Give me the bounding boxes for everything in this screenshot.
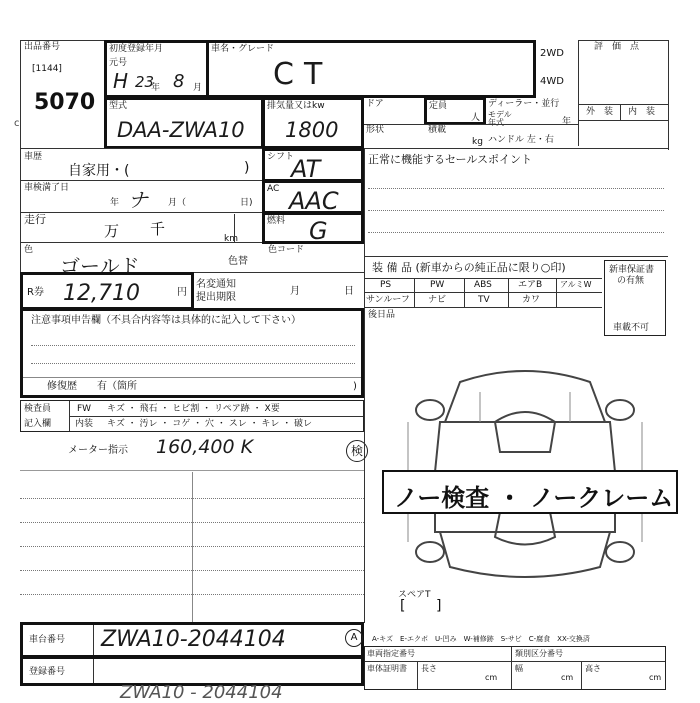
- shift-label: シフト: [267, 152, 295, 162]
- year-value: 23: [135, 73, 155, 91]
- capacity-label: 定員: [429, 101, 448, 111]
- name-change-month: 月: [290, 286, 300, 297]
- warranty-status: 車載不可: [613, 323, 650, 333]
- bottom-handwriting: ZWA10 - 2044104: [120, 682, 283, 703]
- displacement-label: 排気量又はkw: [267, 101, 325, 111]
- drive-4wd: 4WD: [540, 76, 564, 87]
- mileage-km: km: [224, 234, 238, 244]
- door-label: ドア: [366, 99, 384, 109]
- warranty-box: [604, 260, 666, 336]
- recycle-box: [20, 272, 194, 310]
- equip-ps: PS: [380, 280, 392, 290]
- repair-history: 修復歴 有（箇所: [47, 381, 137, 392]
- name-change-label2: 提出期限: [196, 292, 236, 303]
- month-suffix: 月: [193, 83, 203, 93]
- bottom-spec-box: [364, 646, 666, 690]
- color-code-label: 色コード: [268, 245, 305, 255]
- fuel-value: G: [309, 217, 328, 245]
- equip-pw: PW: [430, 280, 445, 290]
- capacity-box: [424, 97, 486, 125]
- name-change-day: 日: [344, 286, 354, 297]
- capacity-unit: 人: [471, 113, 481, 123]
- inspection-value: ナ: [128, 188, 148, 212]
- mileage-label: 走行: [24, 213, 46, 226]
- inspector-label1: 検査員: [24, 404, 52, 414]
- meter-value: 160,400 K: [156, 436, 254, 458]
- mileage-man: 万: [104, 222, 120, 240]
- height-label: 高さ: [585, 664, 601, 673]
- sales-point-label: 正常に機能するセールスポイント: [368, 153, 533, 166]
- displacement-box: [262, 97, 364, 149]
- drive-2wd: 2WD: [540, 48, 564, 59]
- chassis-value: ZWA10-2044104: [101, 627, 286, 652]
- inspector-label2: 記入欄: [24, 419, 52, 429]
- cm-unit-2: cm: [561, 673, 574, 682]
- interior-label: 内 装: [628, 107, 656, 117]
- handle-label: ハンドル 左・右: [488, 135, 554, 145]
- history-value: 自家用・(: [68, 163, 130, 179]
- length-label: 長さ: [421, 664, 437, 673]
- recycle-value: 12,710: [63, 281, 140, 306]
- inspection-year: 年: [110, 198, 120, 208]
- model-year-unit: 年: [562, 117, 572, 127]
- warranty-title1: 新車保証書: [609, 265, 655, 275]
- inspection-label: 車検満了日: [24, 183, 70, 193]
- meter-label: メーター指示: [68, 445, 128, 456]
- exterior-label: 外 装: [586, 107, 614, 117]
- registration-label: 登録番号: [29, 667, 66, 677]
- spec-area: [364, 97, 578, 149]
- ac-box: [262, 180, 364, 214]
- points-label: 評 価 点: [594, 42, 640, 52]
- attach-label: 後日品: [368, 310, 396, 320]
- lot-label: 出品番号: [24, 42, 61, 52]
- equipment-label: 装 備 品 (新車からの純正品に限り○印): [372, 261, 566, 274]
- era-label: 元号: [109, 58, 128, 68]
- type-label: 型式: [109, 101, 128, 111]
- repair-close: ): [353, 381, 357, 392]
- history-label: 車歴: [24, 152, 43, 162]
- chassis-label: 車台番号: [29, 635, 66, 645]
- type-box: [104, 97, 264, 149]
- meter-stamp-text: 検: [350, 444, 363, 458]
- fuel-label: 燃料: [267, 216, 286, 226]
- cm-unit-3: cm: [649, 673, 662, 682]
- equip-abs: ABS: [474, 280, 492, 290]
- spare-bracket-right: ]: [436, 598, 442, 614]
- mileage-sen: 千: [150, 220, 166, 238]
- equip-sunroof: サンルーフ: [366, 295, 410, 305]
- month-value: 8: [173, 71, 185, 92]
- recycle-label: R券: [27, 287, 44, 298]
- model-year-label: モデル年式: [488, 110, 512, 127]
- notes-box: [20, 308, 364, 398]
- lot-code: [1144]: [32, 64, 62, 74]
- year-suffix: 年: [151, 83, 161, 93]
- cm-unit-1: cm: [485, 673, 498, 682]
- color-label: 色: [24, 245, 34, 255]
- ac-value: AAC: [289, 187, 339, 215]
- equip-alloy: アルミW: [560, 280, 592, 289]
- inspector-int: 内装: [75, 419, 94, 429]
- equipment-table: [364, 278, 602, 308]
- lot-number: 5070: [34, 90, 96, 115]
- ac-label: AC: [267, 184, 280, 194]
- no-inspection-banner: [382, 470, 678, 514]
- margin-mark: c: [14, 118, 20, 129]
- inspector-int-text: キズ ・ 汚レ ・ コゲ ・ 穴 ・ スレ ・ キレ ・ 破レ: [107, 419, 313, 429]
- classification-label: 類別区分番号: [515, 649, 563, 658]
- loading-unit: kg: [472, 137, 483, 147]
- recycle-yen: 円: [177, 287, 187, 298]
- fuel-box: [262, 212, 364, 244]
- vehicle-designation-label: 車両指定番号: [367, 649, 415, 658]
- width-label: 幅: [515, 664, 523, 673]
- inspector-fw: FW: [77, 404, 92, 414]
- color-repaint: 色替: [228, 256, 248, 267]
- spare-bracket-left: [: [400, 598, 406, 614]
- shape-label: 形状: [366, 125, 385, 135]
- chassis-mark: [345, 629, 363, 647]
- model-value: CT: [273, 57, 333, 92]
- equip-airbag: エアB: [518, 280, 543, 290]
- first-reg-label: 初度登録年月: [109, 44, 164, 54]
- era-value: H: [113, 69, 129, 93]
- model-label: 車名・グレード: [211, 44, 275, 54]
- no-inspection-text: ノー検査 ・ ノークレーム: [394, 484, 674, 512]
- name-change-area: [194, 272, 364, 310]
- inspection-month: 月（: [168, 198, 187, 208]
- inspector-fw-text: キズ ・ 飛石 ・ ヒビ割 ・ リペア跡 ・ X要: [107, 404, 280, 414]
- drive-area: [536, 40, 578, 96]
- spare-label: スペアT: [398, 590, 431, 600]
- type-value: DAA-ZWA10: [117, 118, 245, 142]
- equip-navi: ナビ: [428, 295, 447, 305]
- damage-legend: A-キズ E-エクボ U-凹み W-補修跡 S-サビ C-腐食 XX-交換済: [372, 635, 590, 643]
- first-registration-box: [104, 40, 209, 98]
- color-value: ゴールド: [60, 254, 140, 278]
- dealer-label: ディーラー・並行: [488, 99, 560, 109]
- loading-label: 積載: [428, 125, 447, 135]
- chassis-mark-text: A: [350, 632, 358, 643]
- warranty-title2: の有無: [617, 276, 645, 286]
- model-box: [206, 40, 536, 98]
- inspection-day: 日): [240, 198, 253, 208]
- name-change-label1: 名変通知: [196, 279, 236, 290]
- lot-area: [20, 40, 104, 114]
- equip-leather: カワ: [522, 295, 541, 305]
- history-close: ): [244, 160, 250, 176]
- shift-box: [262, 148, 364, 182]
- chassis-box: [20, 622, 364, 658]
- displacement-value: 1800: [285, 118, 339, 142]
- notes-label: 注意事項申告欄（不具合内容等は具体的に記入して下さい）: [31, 315, 301, 326]
- equip-tv: TV: [478, 295, 490, 305]
- body-cert-label: 車体証明書: [367, 664, 407, 673]
- inspector-box: [20, 400, 364, 432]
- shift-value: AT: [291, 155, 321, 183]
